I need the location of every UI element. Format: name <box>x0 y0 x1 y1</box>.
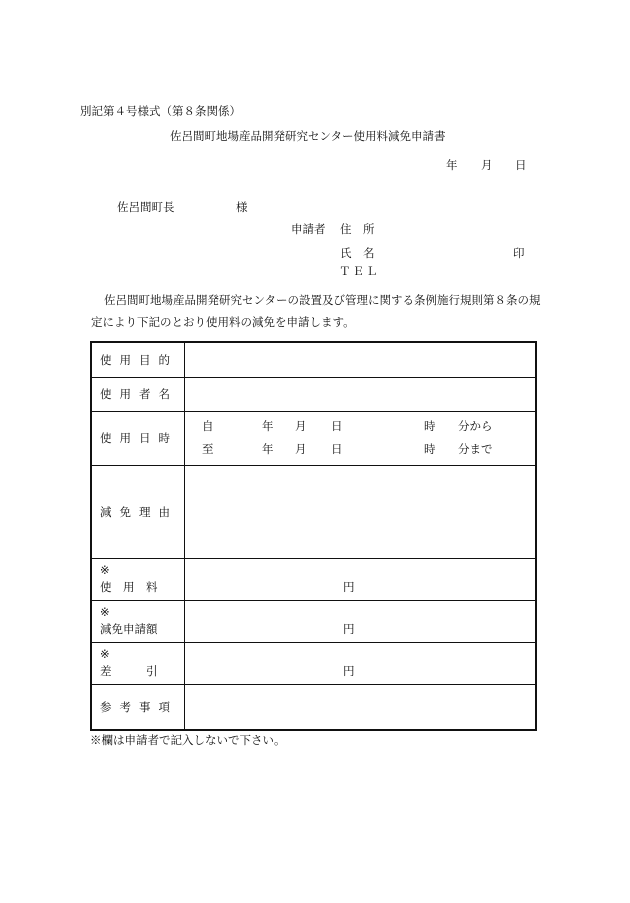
row-reason <box>91 465 536 558</box>
to-prefix: 至 <box>202 441 214 456</box>
from-hour: 時 <box>424 418 436 433</box>
name-label: 氏 名 <box>340 246 375 260</box>
to-minute: 分まで <box>458 441 493 456</box>
addressee-honorific: 様 <box>236 200 248 214</box>
reduction-label: 減免申請額 <box>100 621 158 636</box>
reduction-mark: ※ <box>100 604 110 619</box>
application-table <box>90 341 537 731</box>
row-purpose <box>91 342 536 377</box>
remarks-field[interactable] <box>185 684 537 730</box>
remarks-label: 参考事項 <box>100 699 178 714</box>
from-year: 年 <box>262 418 274 433</box>
from-prefix: 自 <box>202 418 214 433</box>
fee-field <box>185 558 537 600</box>
purpose-field[interactable] <box>185 342 537 377</box>
addressee-name: 佐呂間町長 <box>117 200 175 214</box>
date-month: 月 <box>481 158 493 172</box>
row-difference <box>91 642 536 684</box>
row-reduction <box>91 600 536 642</box>
row-user-name <box>91 377 536 411</box>
reason-label: 減免理由 <box>100 504 178 519</box>
purpose-label: 使用目的 <box>100 352 178 367</box>
fee-mark: ※ <box>100 562 110 577</box>
to-hour: 時 <box>424 441 436 456</box>
datetime-label: 使用日時 <box>100 431 178 445</box>
difference-label: 差 引 <box>100 663 158 678</box>
fee-label: 使 用 料 <box>100 579 158 594</box>
seal-mark: 印 <box>513 246 525 260</box>
body-line-1: 佐呂間町地場産品開発研究センターの設置及び管理に関する条例施行規則第８条の規 <box>104 293 541 307</box>
user-name-label: 使用者名 <box>100 387 178 401</box>
applicant-label: 申請者 <box>291 222 326 236</box>
difference-mark: ※ <box>100 646 110 661</box>
fee-yen: 円 <box>343 579 355 594</box>
reduction-field <box>185 600 537 642</box>
from-day: 日 <box>331 418 343 433</box>
to-year: 年 <box>262 441 274 456</box>
reason-field[interactable] <box>185 465 537 558</box>
tel-label: ＴＥＬ <box>339 264 380 278</box>
date-year: 年 <box>446 158 458 172</box>
date-day: 日 <box>515 158 527 172</box>
difference-field <box>185 642 537 684</box>
to-month: 月 <box>295 441 307 456</box>
row-datetime <box>91 411 536 465</box>
user-name-field[interactable] <box>185 377 537 411</box>
difference-yen: 円 <box>343 663 355 678</box>
reduction-yen: 円 <box>343 621 355 636</box>
to-day: 日 <box>331 441 343 456</box>
datetime-field[interactable] <box>185 411 537 465</box>
body-line-2: 定により下記のとおり使用料の減免を申請します。 <box>91 315 355 329</box>
address-label: 住 所 <box>340 222 375 236</box>
from-minute: 分から <box>458 418 493 433</box>
from-month: 月 <box>295 418 307 433</box>
row-remarks <box>91 684 536 730</box>
document-title: 佐呂間町地場産品開発研究センター使用料減免申請書 <box>170 129 446 143</box>
footnote: ※欄は申請者で記入しないで下さい。 <box>90 733 286 747</box>
form-number: 別記第４号様式（第８条関係） <box>80 104 241 118</box>
row-fee <box>91 558 536 600</box>
